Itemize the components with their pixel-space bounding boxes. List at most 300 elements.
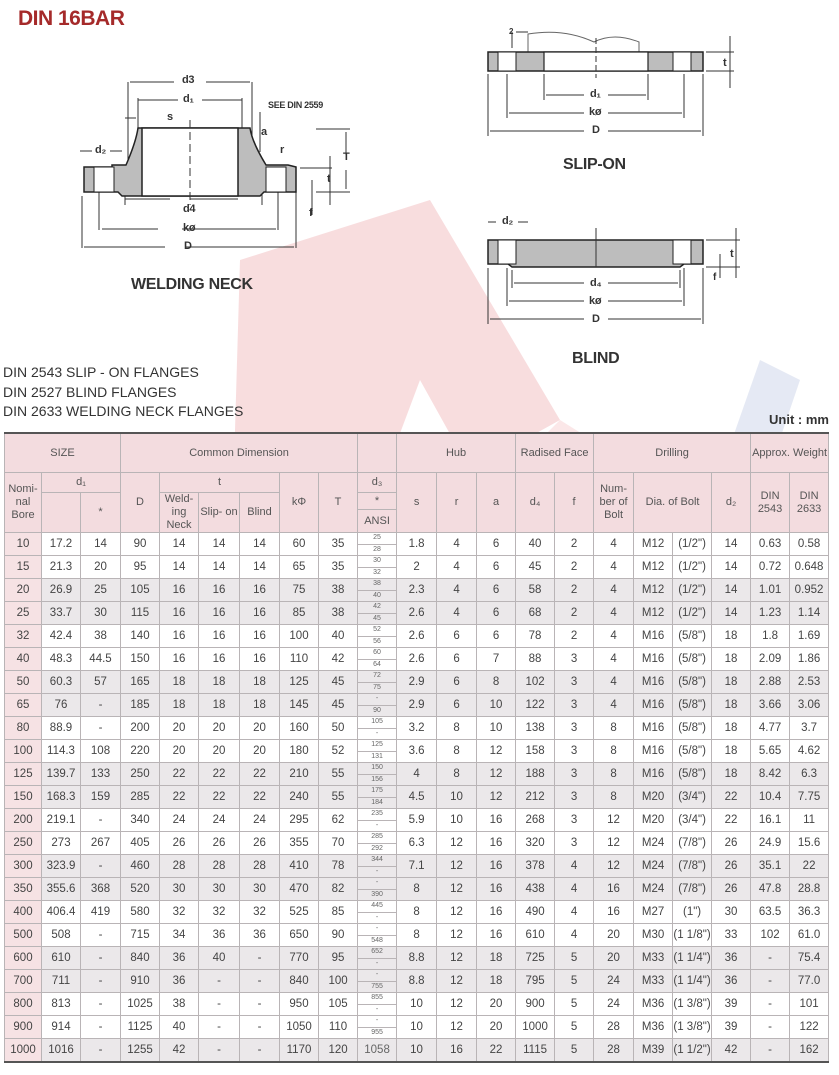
cell-d2: 26: [712, 832, 751, 855]
cell-d1-star: 25: [81, 579, 121, 602]
cell-f: 3: [555, 648, 594, 671]
cell-k: 1170: [280, 1039, 319, 1063]
cell-weight-din2633: 15.6: [790, 832, 829, 855]
cell-a: 12: [477, 740, 516, 763]
cell-weight-din2543: -: [751, 993, 790, 1016]
d3-split: [358, 625, 396, 647]
cell-t-welding-neck: 40: [160, 1016, 199, 1039]
cell-s: 8: [397, 878, 437, 901]
cell-weight-din2543: -: [751, 947, 790, 970]
cell-d4: 212: [516, 786, 555, 809]
cell-s: 1.8: [397, 533, 437, 556]
cell-f: 3: [555, 694, 594, 717]
cell-f: 2: [555, 556, 594, 579]
cell-r: 4: [437, 533, 477, 556]
cell-a: 10: [477, 717, 516, 740]
cell-d4: 58: [516, 579, 555, 602]
cell-d3: [358, 947, 397, 970]
cell-weight-din2543: 4.77: [751, 717, 790, 740]
cell-D: 405: [121, 832, 160, 855]
welding-neck-caption: WELDING NECK: [131, 276, 253, 293]
cell-bolt-metric: M30: [634, 924, 673, 947]
cell-t-slip-on: 22: [199, 786, 240, 809]
cell-r: 10: [437, 809, 477, 832]
cell-r: 16: [437, 1039, 477, 1063]
header-s: s: [397, 473, 437, 533]
header-nominal-bore: Nomi- nal Bore: [5, 473, 42, 533]
d3-split: [358, 855, 396, 877]
cell-D: 105: [121, 579, 160, 602]
cell-d3-ansi: 28: [373, 545, 381, 553]
cell-d3-star: 445: [358, 901, 396, 913]
so-label-d1: d₁: [590, 88, 601, 100]
cell-bolt-inch: (1/2"): [673, 579, 712, 602]
cell-bolt-metric: M24: [634, 878, 673, 901]
cell-weight-din2633: 122: [790, 1016, 829, 1039]
cell-d3-star: 150: [358, 763, 396, 775]
cell-D: 150: [121, 648, 160, 671]
cell-d3-star: 125: [358, 740, 396, 752]
cell-d3-ansi: 32: [373, 568, 381, 576]
cell-t-slip-on: -: [199, 1016, 240, 1039]
cell-t-welding-neck: 36: [160, 970, 199, 993]
cell-number-of-bolt: 8: [594, 717, 634, 740]
cell-d1: 168.3: [42, 786, 81, 809]
cell-d4: 68: [516, 602, 555, 625]
cell-d4: 122: [516, 694, 555, 717]
table-row: [5, 855, 829, 878]
cell-t-welding-neck: 26: [160, 832, 199, 855]
cell-t-slip-on: 26: [199, 832, 240, 855]
cell-f: 5: [555, 970, 594, 993]
cell-f: 2: [555, 602, 594, 625]
cell-d3: [358, 602, 397, 625]
cell-T: 100: [319, 970, 358, 993]
cell-nominal-bore: 250: [5, 832, 42, 855]
header-common-dimension: Common Dimension: [121, 433, 358, 473]
cell-f: 2: [555, 625, 594, 648]
cell-f: 4: [555, 878, 594, 901]
cell-D: 840: [121, 947, 160, 970]
cell-d3-star: -: [358, 924, 396, 936]
cell-d3-star: 72: [358, 671, 396, 683]
cell-nominal-bore: 65: [5, 694, 42, 717]
cell-weight-din2633: 0.648: [790, 556, 829, 579]
cell-number-of-bolt: 8: [594, 740, 634, 763]
cell-T: 120: [319, 1039, 358, 1063]
cell-t-welding-neck: 14: [160, 533, 199, 556]
d3-split: [358, 901, 396, 923]
cell-k: 75: [280, 579, 319, 602]
cell-d3: [358, 625, 397, 648]
cell-d2: 39: [712, 993, 751, 1016]
cell-d4: 378: [516, 855, 555, 878]
so-label-2: 2: [509, 27, 514, 36]
cell-number-of-bolt: 20: [594, 947, 634, 970]
cell-d3-ansi: 75: [373, 683, 381, 691]
header-d3: d₃: [358, 473, 397, 493]
cell-D: 910: [121, 970, 160, 993]
table-row: [5, 993, 829, 1016]
cell-number-of-bolt: 4: [594, 533, 634, 556]
cell-d1: 88.9: [42, 717, 81, 740]
wn-label-T: T: [343, 151, 350, 163]
cell-k: 240: [280, 786, 319, 809]
cell-bolt-metric: M12: [634, 579, 673, 602]
cell-d3-ansi: 184: [371, 798, 383, 806]
cell-f: 3: [555, 717, 594, 740]
cell-weight-din2633: 3.06: [790, 694, 829, 717]
cell-d3-star: 344: [358, 855, 396, 867]
cell-d1-star: -: [81, 947, 121, 970]
cell-d4: 268: [516, 809, 555, 832]
cell-d3-star: 30: [358, 556, 396, 568]
cell-r: 12: [437, 901, 477, 924]
cell-t-blind: 20: [240, 740, 280, 763]
cell-k: 770: [280, 947, 319, 970]
wn-label-k: kø: [183, 222, 196, 234]
cell-d2: 18: [712, 625, 751, 648]
cell-d1: 139.7: [42, 763, 81, 786]
bl-label-k: kø: [589, 295, 602, 307]
cell-nominal-bore: 200: [5, 809, 42, 832]
header-number-of-bolt: Num- ber of Bolt: [594, 473, 634, 533]
cell-t-welding-neck: 20: [160, 740, 199, 763]
cell-bolt-inch: (1 1/8"): [673, 924, 712, 947]
cell-s: 8: [397, 901, 437, 924]
header-d1-star: *: [81, 493, 121, 533]
cell-d2: 22: [712, 786, 751, 809]
cell-d1: 914: [42, 1016, 81, 1039]
cell-s: 10: [397, 1016, 437, 1039]
d3-split: [358, 533, 396, 555]
cell-bolt-metric: M27: [634, 901, 673, 924]
cell-t-slip-on: 32: [199, 901, 240, 924]
header-blank: [358, 433, 397, 473]
table-row: [5, 717, 829, 740]
cell-bolt-metric: M24: [634, 832, 673, 855]
cell-d2: 18: [712, 671, 751, 694]
cell-bolt-inch: (7/8"): [673, 878, 712, 901]
cell-k: 145: [280, 694, 319, 717]
cell-number-of-bolt: 12: [594, 832, 634, 855]
cell-D: 460: [121, 855, 160, 878]
cell-d3-star: 38: [358, 579, 396, 591]
cell-t-blind: 14: [240, 533, 280, 556]
cell-weight-din2633: 101: [790, 993, 829, 1016]
cell-d1: 48.3: [42, 648, 81, 671]
cell-bolt-inch: (5/8"): [673, 763, 712, 786]
cell-nominal-bore: 300: [5, 855, 42, 878]
cell-r: 4: [437, 556, 477, 579]
cell-D: 285: [121, 786, 160, 809]
cell-a: 18: [477, 947, 516, 970]
cell-d2: 26: [712, 855, 751, 878]
cell-k: 160: [280, 717, 319, 740]
cell-d3: [358, 717, 397, 740]
cell-f: 3: [555, 740, 594, 763]
cell-nominal-bore: 125: [5, 763, 42, 786]
table-row: [5, 1039, 829, 1063]
cell-nominal-bore: 900: [5, 1016, 42, 1039]
d3-split: [358, 579, 396, 601]
table-row: [5, 671, 829, 694]
table-row: [5, 533, 829, 556]
header-drilling: Drilling: [594, 433, 751, 473]
d3-split: [358, 648, 396, 670]
cell-number-of-bolt: 4: [594, 556, 634, 579]
wn-label-d1: d₁: [183, 93, 194, 105]
cell-D: 185: [121, 694, 160, 717]
wn-label-D: D: [184, 240, 192, 252]
cell-a: 12: [477, 763, 516, 786]
wn-label-s: s: [167, 111, 173, 123]
cell-D: 200: [121, 717, 160, 740]
cell-s: 3.2: [397, 717, 437, 740]
header-a: a: [477, 473, 516, 533]
cell-a: 16: [477, 878, 516, 901]
header-k: kΦ: [280, 473, 319, 533]
cell-t-welding-neck: 18: [160, 694, 199, 717]
cell-D: 1025: [121, 993, 160, 1016]
cell-weight-din2633: 28.8: [790, 878, 829, 901]
bl-label-d4: d₄: [590, 277, 602, 289]
table-row: [5, 763, 829, 786]
cell-a: 8: [477, 671, 516, 694]
cell-k: 355: [280, 832, 319, 855]
cell-d1: 610: [42, 947, 81, 970]
cell-d3-ansi: 64: [373, 660, 381, 668]
cell-d4: 725: [516, 947, 555, 970]
cell-bolt-metric: M16: [634, 740, 673, 763]
cell-s: 2.9: [397, 694, 437, 717]
cell-number-of-bolt: 4: [594, 602, 634, 625]
cell-weight-din2543: 1.01: [751, 579, 790, 602]
so-label-t: t: [723, 57, 727, 69]
cell-d1: 1016: [42, 1039, 81, 1063]
cell-d4: 438: [516, 878, 555, 901]
cell-d1-star: -: [81, 1016, 121, 1039]
wn-note: SEE DIN 2559: [268, 100, 323, 110]
wn-label-d3: d3: [182, 74, 195, 86]
blind-diagram: [484, 218, 744, 330]
cell-nominal-bore: 15: [5, 556, 42, 579]
cell-bolt-inch: (3/4"): [673, 786, 712, 809]
header-approx-weight: Approx. Weight: [751, 433, 829, 473]
cell-bolt-metric: M12: [634, 556, 673, 579]
cell-T: 85: [319, 901, 358, 924]
cell-t-welding-neck: 30: [160, 878, 199, 901]
cell-weight-din2633: 1.14: [790, 602, 829, 625]
cell-weight-din2633: 162: [790, 1039, 829, 1063]
cell-bolt-inch: (1 3/8"): [673, 1016, 712, 1039]
cell-T: 55: [319, 786, 358, 809]
cell-d1-star: 159: [81, 786, 121, 809]
cell-bolt-inch: (5/8"): [673, 671, 712, 694]
cell-d2: 22: [712, 809, 751, 832]
cell-r: 6: [437, 648, 477, 671]
cell-r: 12: [437, 947, 477, 970]
cell-d4: 88: [516, 648, 555, 671]
cell-s: 7.1: [397, 855, 437, 878]
cell-D: 340: [121, 809, 160, 832]
header-d1-plain: [42, 493, 81, 533]
cell-a: 20: [477, 1016, 516, 1039]
cell-T: 70: [319, 832, 358, 855]
table-row: [5, 878, 829, 901]
cell-d3-ansi: 755: [371, 982, 383, 990]
cell-k: 65: [280, 556, 319, 579]
cell-d3: [358, 1016, 397, 1039]
cell-t-slip-on: 16: [199, 602, 240, 625]
cell-d1: 114.3: [42, 740, 81, 763]
cell-t-welding-neck: 28: [160, 855, 199, 878]
cell-t-slip-on: 28: [199, 855, 240, 878]
cell-d4: 795: [516, 970, 555, 993]
cell-T: 62: [319, 809, 358, 832]
cell-r: 6: [437, 625, 477, 648]
unit-label: Unit : mm: [769, 412, 829, 427]
cell-t-blind: 36: [240, 924, 280, 947]
cell-nominal-bore: 600: [5, 947, 42, 970]
cell-d3-star: -: [358, 878, 396, 890]
cell-f: 4: [555, 901, 594, 924]
cell-t-blind: 16: [240, 625, 280, 648]
cell-s: 2.6: [397, 625, 437, 648]
wn-label-f: f: [309, 207, 313, 219]
cell-number-of-bolt: 28: [594, 1016, 634, 1039]
cell-D: 90: [121, 533, 160, 556]
cell-T: 35: [319, 533, 358, 556]
cell-nominal-bore: 800: [5, 993, 42, 1016]
cell-number-of-bolt: 24: [594, 993, 634, 1016]
cell-D: 165: [121, 671, 160, 694]
cell-k: 840: [280, 970, 319, 993]
cell-s: 10: [397, 1039, 437, 1063]
wn-label-d4: d4: [183, 203, 196, 215]
table-row: [5, 832, 829, 855]
header-raised-face: Radised Face: [516, 433, 594, 473]
cell-t-slip-on: 16: [199, 625, 240, 648]
cell-d2: 14: [712, 533, 751, 556]
cell-nominal-bore: 25: [5, 602, 42, 625]
cell-weight-din2543: 35.1: [751, 855, 790, 878]
cell-bolt-inch: (1/2"): [673, 602, 712, 625]
cell-t-blind: -: [240, 1016, 280, 1039]
cell-nominal-bore: 1000: [5, 1039, 42, 1063]
cell-d3-star: -: [358, 970, 396, 982]
cell-t-slip-on: 20: [199, 717, 240, 740]
cell-number-of-bolt: 8: [594, 786, 634, 809]
header-welding-neck: Weld- ing Neck: [160, 493, 199, 533]
cell-T: 45: [319, 671, 358, 694]
cell-s: 4: [397, 763, 437, 786]
cell-t-blind: 28: [240, 855, 280, 878]
cell-r: 4: [437, 602, 477, 625]
cell-t-blind: -: [240, 1039, 280, 1063]
cell-t-welding-neck: 38: [160, 993, 199, 1016]
cell-s: 8.8: [397, 947, 437, 970]
cell-d3: [358, 832, 397, 855]
d3-split: [358, 717, 396, 739]
cell-d4: 78: [516, 625, 555, 648]
cell-d4: 610: [516, 924, 555, 947]
header-r: r: [437, 473, 477, 533]
cell-t-welding-neck: 22: [160, 786, 199, 809]
cell-s: 2.6: [397, 648, 437, 671]
cell-d1-star: 14: [81, 533, 121, 556]
cell-T: 52: [319, 740, 358, 763]
header-d3-star: *: [358, 493, 397, 510]
cell-T: 45: [319, 694, 358, 717]
cell-k: 110: [280, 648, 319, 671]
cell-s: 6.3: [397, 832, 437, 855]
cell-a: 16: [477, 809, 516, 832]
cell-t-slip-on: 40: [199, 947, 240, 970]
cell-d3: [358, 648, 397, 671]
wn-label-d2: d₂: [95, 144, 107, 156]
header-T: T: [319, 473, 358, 533]
cell-d2: 18: [712, 717, 751, 740]
cell-number-of-bolt: 16: [594, 901, 634, 924]
cell-weight-din2543: -: [751, 1016, 790, 1039]
d3-split: [358, 786, 396, 808]
cell-T: 35: [319, 556, 358, 579]
cell-T: 90: [319, 924, 358, 947]
cell-weight-din2633: 11: [790, 809, 829, 832]
cell-bolt-inch: (5/8"): [673, 717, 712, 740]
cell-weight-din2543: 5.65: [751, 740, 790, 763]
cell-d1-star: 38: [81, 625, 121, 648]
cell-D: 520: [121, 878, 160, 901]
header-dia-of-bolt: Dia. of Bolt: [634, 473, 712, 533]
table-row: [5, 1016, 829, 1039]
cell-t-blind: 18: [240, 694, 280, 717]
cell-d1-star: -: [81, 855, 121, 878]
table-row: [5, 579, 829, 602]
cell-t-slip-on: 20: [199, 740, 240, 763]
cell-t-slip-on: 18: [199, 694, 240, 717]
bl-label-D: D: [592, 313, 600, 325]
cell-d1-star: -: [81, 1039, 121, 1063]
cell-t-slip-on: 22: [199, 763, 240, 786]
cell-d4: 1115: [516, 1039, 555, 1063]
cell-d4: 320: [516, 832, 555, 855]
cell-a: 10: [477, 694, 516, 717]
cell-d3-star: 52: [358, 625, 396, 637]
cell-a: 12: [477, 786, 516, 809]
cell-T: 55: [319, 763, 358, 786]
cell-f: 3: [555, 809, 594, 832]
cell-d3: [358, 970, 397, 993]
cell-d1-star: -: [81, 993, 121, 1016]
cell-weight-din2543: 2.09: [751, 648, 790, 671]
page-title: DIN 16BAR: [18, 7, 125, 30]
cell-t-slip-on: 18: [199, 671, 240, 694]
cell-d1: 711: [42, 970, 81, 993]
cell-weight-din2633: 36.3: [790, 901, 829, 924]
cell-D: 580: [121, 901, 160, 924]
cell-d2: 33: [712, 924, 751, 947]
cell-d3-ansi: 548: [371, 936, 383, 944]
cell-d1: 26.9: [42, 579, 81, 602]
table-row: [5, 648, 829, 671]
cell-a: 18: [477, 970, 516, 993]
cell-number-of-bolt: 24: [594, 970, 634, 993]
wn-label-r: r: [280, 144, 284, 156]
table-row: [5, 602, 829, 625]
cell-r: 12: [437, 878, 477, 901]
